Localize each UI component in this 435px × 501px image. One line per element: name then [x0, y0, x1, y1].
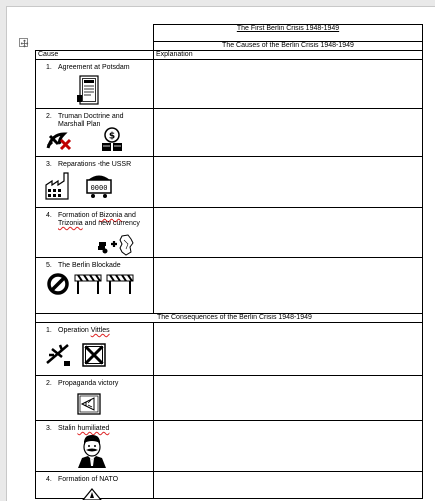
- explanation-cell[interactable]: [154, 109, 423, 157]
- consequence-label: 3. Stalin humiliated: [46, 425, 110, 432]
- cause-label: 4. Formation of Bizonia and Trizonia and new currency: [46, 212, 140, 227]
- cause-cell[interactable]: [36, 109, 154, 157]
- explanation-cell[interactable]: [154, 323, 423, 376]
- supply-crate-icon: [82, 343, 106, 367]
- stalin-portrait-icon: [76, 433, 108, 469]
- cause-column-header[interactable]: Cause: [36, 51, 154, 60]
- berlin-crisis-table: [35, 24, 423, 499]
- explanation-cell[interactable]: [154, 472, 423, 499]
- cause-label: 3. Reparations -the USSR: [46, 161, 132, 168]
- cause-label: 5. The Berlin Blockade: [46, 262, 121, 269]
- consequence-cell[interactable]: [36, 472, 154, 499]
- dollar-stack-icon: [100, 127, 124, 153]
- explanation-column-header[interactable]: Explanation: [154, 51, 423, 60]
- consequence-cell[interactable]: [36, 323, 154, 376]
- consequence-cell[interactable]: [36, 421, 154, 472]
- consequence-label: 2. Propaganda victory: [46, 380, 119, 387]
- no-communism-icon: [44, 130, 72, 152]
- explanation-cell[interactable]: [154, 208, 423, 258]
- document-icon: [76, 75, 102, 105]
- table-move-handle[interactable]: [19, 38, 28, 47]
- explanation-cell[interactable]: [154, 60, 423, 109]
- cause-cell[interactable]: [36, 258, 154, 314]
- document-title: The First Berlin Crisis 1948-1949: [236, 25, 340, 32]
- factory-icon: [44, 171, 74, 201]
- consequences-heading: The Consequences of the Berlin Crisis 1948-1949: [157, 314, 312, 321]
- svg-text:$: $: [108, 131, 116, 142]
- causes-heading: The Causes of the Berlin Crisis 1948-1949: [222, 42, 354, 49]
- explanation-cell[interactable]: [154, 421, 423, 472]
- road-barrier-icon: [74, 273, 102, 295]
- cause-cell[interactable]: [36, 157, 154, 208]
- currency-plus-germany-map-icon: [96, 234, 136, 256]
- consequence-label: 1. Operation Vittles: [46, 327, 110, 334]
- title-cell[interactable]: [154, 25, 423, 42]
- prohibited-icon: [46, 272, 70, 296]
- explanation-cell[interactable]: [154, 157, 423, 208]
- consequence-label: 4. Formation of NATO: [46, 476, 119, 483]
- causes-heading-cell[interactable]: [154, 42, 423, 51]
- explanation-cell[interactable]: [154, 258, 423, 314]
- airplane-icon: [44, 341, 72, 367]
- coal-cart-icon: [84, 171, 114, 199]
- consequences-heading-cell[interactable]: [36, 314, 423, 323]
- consequence-cell[interactable]: [36, 376, 154, 421]
- cause-label: 1. Agreement at Potsdam: [46, 64, 130, 71]
- road-barrier-icon: [106, 273, 134, 295]
- explanation-cell[interactable]: [154, 376, 423, 421]
- megaphone-poster-icon: [76, 392, 102, 416]
- cause-label: 2. Truman Doctrine and Marshall Plan: [46, 113, 124, 128]
- cause-cell[interactable]: [36, 60, 154, 109]
- svg-text:0000: 0000: [90, 184, 108, 192]
- document-page: [6, 6, 435, 501]
- cause-cell[interactable]: [36, 208, 154, 258]
- compass-star-icon: [82, 488, 102, 500]
- move-arrows-icon: [20, 39, 29, 48]
